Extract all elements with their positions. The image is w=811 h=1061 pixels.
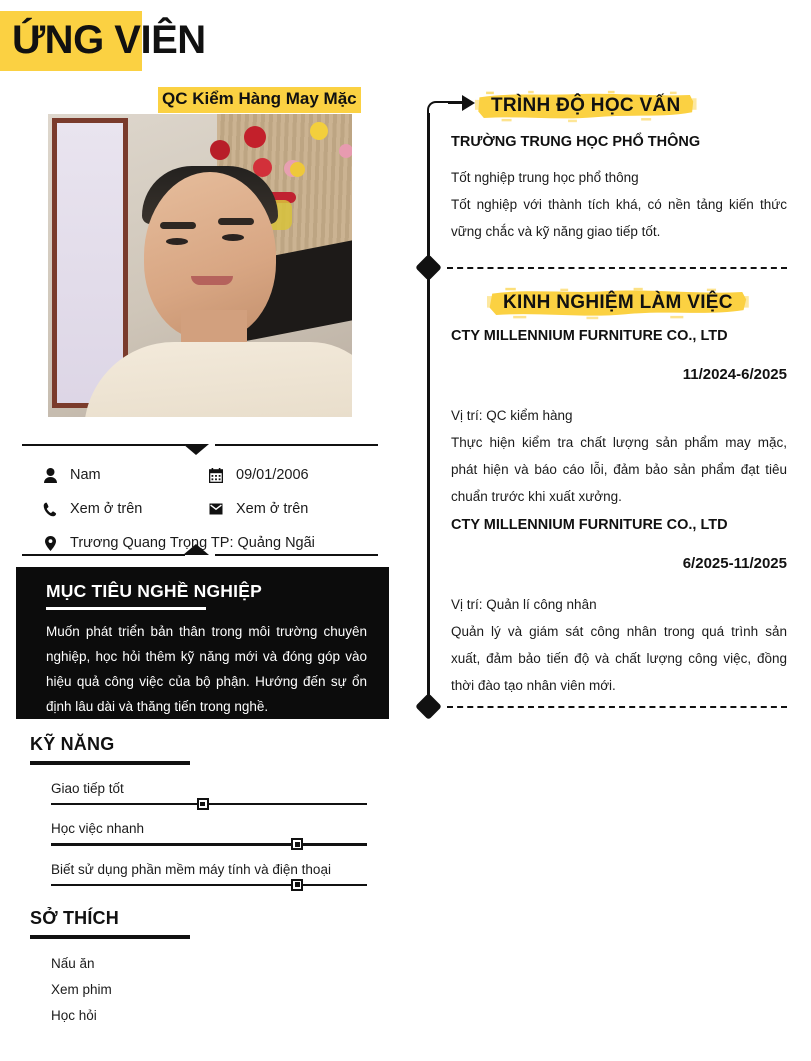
timeline-diamond-marker	[415, 693, 442, 720]
photo-subject-mouth	[191, 276, 233, 285]
job-title-tag: QC Kiểm Hàng May Mặc	[158, 87, 361, 113]
experience-period: 11/2024-6/2025	[682, 366, 787, 383]
timeline-corner-hook	[427, 101, 449, 115]
location-pin-icon	[40, 536, 60, 551]
skill-slider-track[interactable]	[51, 843, 367, 845]
education-title: TRÌNH ĐỘ HỌC VẤN	[491, 95, 681, 116]
hobbies-section-header	[30, 908, 380, 939]
hobby-item: Xem phim	[51, 982, 112, 997]
career-objective-underline	[46, 607, 206, 610]
divider-triangle-down-icon	[183, 444, 209, 455]
timeline-diamond-marker	[415, 254, 442, 281]
photo-subject-brow	[218, 218, 254, 225]
skill-slider-handle[interactable]	[291, 838, 303, 850]
photo-subject-eye	[222, 234, 244, 241]
career-objective-body: Muốn phát triển bản thân trong môi trường chuyên nghiệp, học hỏi thêm kỹ năng mới và đóng góp vào hiệu quả công việc của bộ phận. Hướng đến sự ổn định lâu dài và thăng tiến trong nghề.	[46, 624, 367, 714]
experience-position: Vị trí: QC kiểm hàng	[451, 408, 573, 423]
contact-info	[40, 458, 390, 560]
timeline-dashed-separator	[447, 267, 787, 269]
contact-email	[206, 501, 308, 517]
contact-gender-value: Nam	[70, 467, 101, 483]
photo-decor-flower	[290, 162, 305, 177]
timeline-dashed-separator	[447, 706, 787, 708]
contact-dob	[206, 467, 309, 483]
contact-divider-top	[22, 440, 378, 456]
photo-decor-flower	[210, 140, 230, 160]
page-title: ỨNG VIÊN	[12, 18, 206, 62]
contact-address	[40, 535, 315, 551]
contact-phone-value: Xem ở trên	[70, 501, 143, 517]
skills-underline	[30, 761, 190, 765]
divider-line-right	[215, 554, 378, 556]
skill-label: Giao tiếp tốt	[51, 781, 124, 796]
education-school: TRƯỜNG TRUNG HỌC PHỔ THÔNG	[451, 134, 701, 150]
hobbies-underline	[30, 935, 190, 939]
divider-line-left	[22, 444, 185, 446]
experience-entry	[451, 326, 787, 510]
skills-section-header	[30, 734, 380, 765]
contact-email-value: Xem ở trên	[236, 501, 309, 517]
education-line-2: Tốt nghiệp với thành tích khá, có nền tảng kiến thức vững chắc và kỹ năng giao tiếp tốt.	[451, 197, 787, 239]
contact-phone	[40, 501, 206, 517]
phone-icon	[40, 502, 60, 517]
skill-item	[51, 819, 367, 845]
divider-line-right	[215, 444, 378, 446]
contact-address-value: Trương Quang Trọng TP: Quảng Ngãi	[70, 535, 315, 551]
photo-decor-flower	[339, 144, 352, 158]
skill-item	[51, 779, 367, 805]
hobby-item: Nấu ăn	[51, 956, 95, 971]
education-entry	[451, 132, 787, 245]
contact-divider-bottom	[22, 550, 378, 566]
skill-slider-handle[interactable]	[291, 879, 303, 891]
hobbies-title: SỞ THÍCH	[30, 908, 119, 928]
person-icon	[40, 468, 60, 483]
skill-item	[51, 860, 367, 886]
envelope-icon	[206, 503, 226, 515]
experience-entry	[451, 515, 787, 699]
contact-row	[40, 492, 390, 526]
hobbies-list	[51, 951, 112, 1029]
candidate-photo	[48, 114, 352, 417]
timeline-vertical-line	[427, 113, 430, 717]
photo-decor-flower	[244, 126, 266, 148]
divider-line-left	[22, 554, 185, 556]
divider-triangle-up-icon	[183, 544, 209, 555]
experience-heading	[487, 287, 749, 320]
timeline-arrow-icon	[462, 95, 475, 111]
career-objective-section	[16, 567, 389, 719]
experience-company: CTY MILLENNIUM FURNITURE CO., LTD	[451, 328, 728, 344]
skill-slider-track[interactable]	[51, 884, 367, 886]
experience-description: Thực hiện kiểm tra chất lượng sản phẩm may mặc, phát hiện và báo cáo lỗi, đảm bảo sản phẩm đạt tiêu chuẩn trước khi xuất xưởng.	[451, 435, 787, 504]
skills-list	[51, 779, 367, 900]
contact-dob-value: 09/01/2006	[236, 467, 309, 483]
experience-heading-brush	[487, 287, 749, 320]
education-heading-brush	[475, 90, 697, 123]
experience-position: Vị trí: Quản lí công nhân	[451, 597, 597, 612]
photo-subject-eye	[166, 238, 188, 245]
education-line-1: Tốt nghiệp trung học phổ thông	[451, 170, 639, 185]
photo-decor-flower	[310, 122, 328, 140]
calendar-icon	[206, 468, 226, 483]
photo-subject-brow	[160, 222, 196, 229]
contact-gender	[40, 467, 206, 483]
skill-label: Biết sử dụng phần mềm máy tính và điện thoại	[51, 861, 331, 877]
skill-label: Học việc nhanh	[51, 821, 145, 837]
experience-title: KINH NGHIỆM LÀM VIỆC	[503, 292, 733, 313]
education-heading	[475, 90, 697, 123]
career-objective-title: MỤC TIÊU NGHỀ NGHIỆP	[46, 581, 262, 601]
skill-slider-handle[interactable]	[197, 798, 209, 810]
hobby-item: Học hỏi	[51, 1008, 97, 1023]
contact-row	[40, 458, 390, 492]
experience-period: 6/2025-11/2025	[682, 555, 787, 572]
experience-description: Quản lý và giám sát công nhân trong quá trình sản xuất, đảm bảo tiến độ và chất lượng công việc, đồng thời đào tạo nhân viên mới.	[451, 624, 787, 693]
experience-company: CTY MILLENNIUM FURNITURE CO., LTD	[451, 517, 728, 533]
skill-slider-track[interactable]	[51, 803, 367, 805]
skills-title: KỸ NĂNG	[30, 734, 115, 754]
